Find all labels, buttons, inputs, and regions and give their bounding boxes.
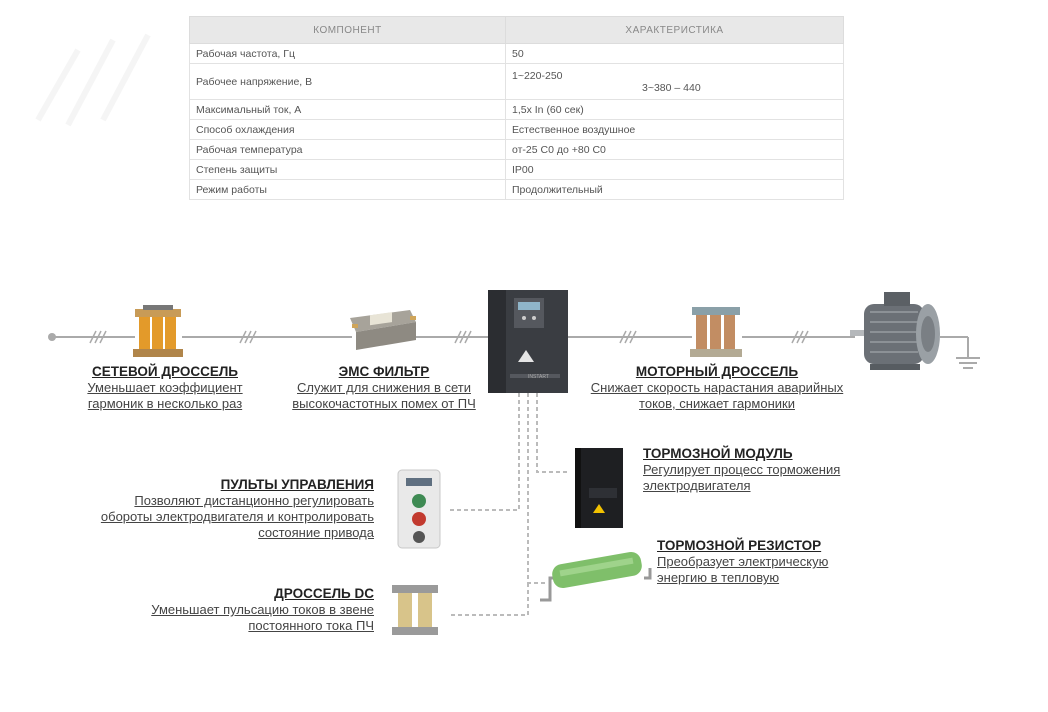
emc-filter-title: ЭМС ФИЛЬТР [338,364,430,379]
electric-motor-image [850,292,940,370]
row-value: от-25 С0 до +80 С0 [506,140,844,160]
ground-icon [940,337,980,368]
motor-choke-image [690,307,742,357]
row-label: Рабочая температура [190,140,506,160]
motor-choke-desc: Снижает скорость нарастания аварийных токов, снижает гармоники [590,380,844,411]
control-panels-title: ПУЛЬТЫ УПРАВЛЕНИЯ [220,477,374,492]
dc-choke-label [110,586,374,634]
row-value-second: 3~380 – 440 [642,81,701,94]
brake-resistor-desc: Преобразует электрическую энергию в тепловую [657,554,829,585]
network-choke-desc: Уменьшает коэффициент гармоник в несколько раз [87,380,243,411]
dc-choke-image [392,585,438,635]
brake-module-label [643,446,883,494]
inverter-brand-label: INSTART [528,374,549,380]
row-label: Способ охлаждения [190,120,506,140]
motor-choke-title: МОТОРНЫЙ ДРОССЕЛЬ [635,364,799,379]
brake-module-desc: Регулирует процесс торможения электродвигателя [643,462,841,493]
network-choke-label [60,364,270,412]
branch-lines [450,393,570,615]
network-choke-image [133,305,183,357]
row-value: Естественное воздушное [506,120,844,140]
row-label: Степень защиты [190,160,506,180]
emc-filter-image [350,310,416,350]
row-value: Продолжительный [506,180,844,200]
dc-choke-desc: Уменьшает пульсацию токов в звене постоянного тока ПЧ [151,602,374,633]
emc-filter-label [278,364,490,412]
control-panel-image [398,470,440,548]
line-start-terminal [48,333,56,341]
network-choke-title: СЕТЕВОЙ ДРОССЕЛЬ [92,364,238,379]
brake-resistor-label [657,538,867,586]
row-value: 1,5х In (60 сек) [506,100,844,120]
control-panels-label [90,477,374,541]
row-label: Максимальный ток, А [190,100,506,120]
table-header-component: КОМПОНЕНТ [190,17,506,44]
row-value: 1~220-250 [512,69,563,82]
row-value: IP00 [506,160,844,180]
dc-choke-title: ДРОССЕЛЬ DC [274,586,374,601]
row-label: Рабочее напряжение, В [190,64,506,100]
emc-filter-desc: Служит для снижения в сети высокочастотных помех от ПЧ [292,380,476,411]
brake-module-image [575,448,623,528]
brake-module-title: ТОРМОЗНОЙ МОДУЛЬ [643,446,793,461]
table-header-characteristic: ХАРАКТЕРИСТИКА [506,17,844,44]
row-label: Рабочая частота, Гц [190,44,506,64]
row-label: Режим работы [190,180,506,200]
motor-choke-label [580,364,854,412]
brake-resistor-title: ТОРМОЗНОЙ РЕЗИСТОР [657,538,822,553]
row-value: 50 [506,44,844,64]
control-panels-desc: Позволяют дистанционно регулировать обороты электродвигателя и контролировать состояние привода [100,493,374,540]
brake-resistor-image [540,550,650,600]
